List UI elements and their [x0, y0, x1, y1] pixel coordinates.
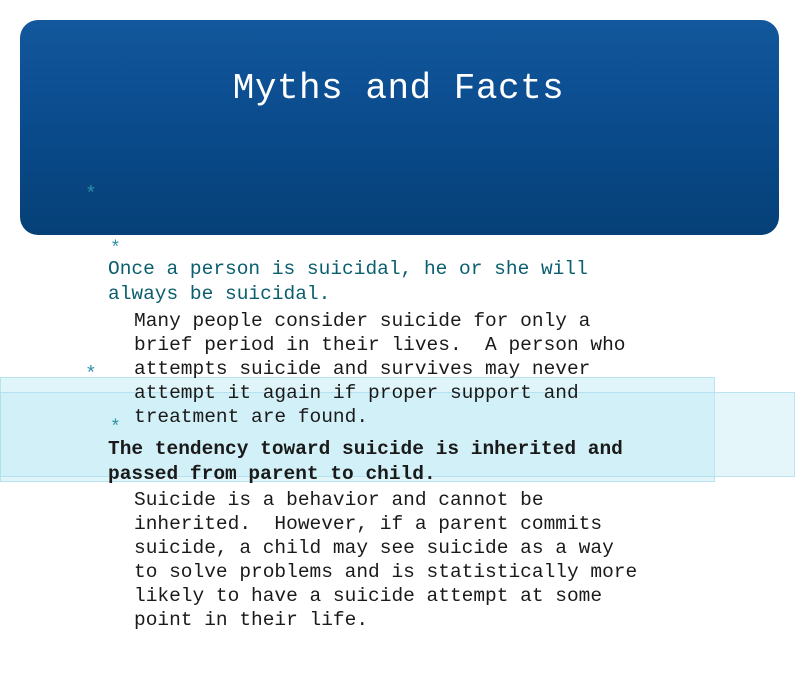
bullet-star-icon: * — [85, 363, 97, 385]
bullet-text: Suicide is a behavior and cannot be inherited. However, if a parent commits suicide, a child may see suicide as a way to solve problems and is statistically more likely to have a suicide attempt at some point in their life. — [134, 489, 638, 631]
bullet-text: Once a person is suicidal, he or she will always be suicidal. — [108, 258, 588, 305]
bullet-star-icon: * — [110, 239, 121, 259]
bullet-fact-behavior — [110, 416, 637, 680]
bullet-text: The tendency toward suicide is inherited and passed from parent to child. — [108, 438, 623, 485]
bullet-star-icon: * — [110, 418, 121, 438]
slide-title: Myths and Facts — [232, 68, 565, 109]
bullet-text: Many people consider suicide for only a brief period in their lives. A person who attempts suicide and survives may never attempt it again if proper support and treatment are found. — [134, 310, 626, 428]
bullet-star-icon: * — [85, 183, 97, 205]
